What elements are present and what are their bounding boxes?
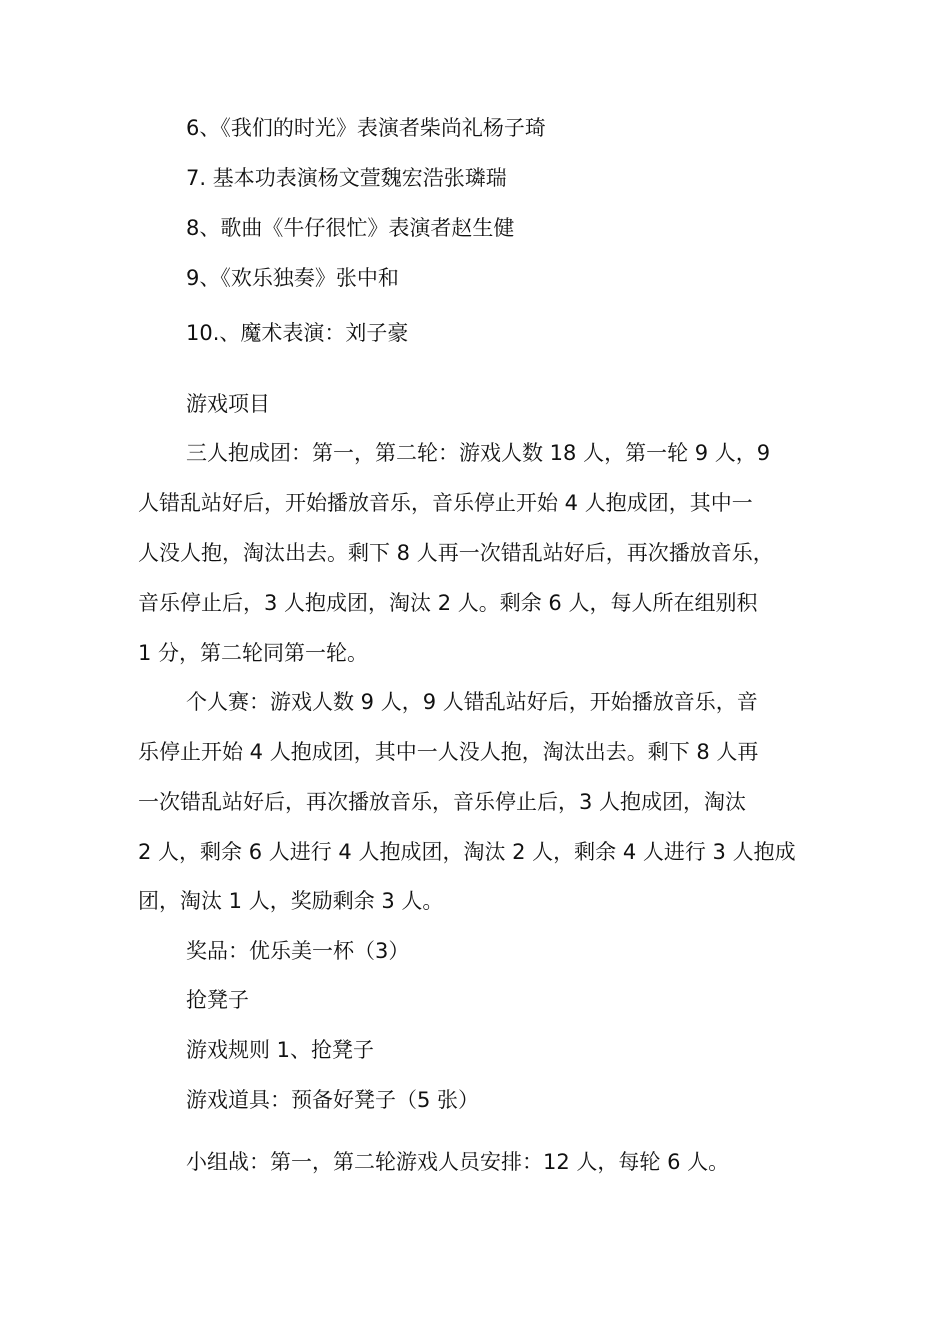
program-item-9: 9、《欢乐独奏》张中和 bbox=[186, 266, 399, 290]
program-item-8: 8、歌曲《牛仔很忙》表演者赵生健 bbox=[186, 216, 515, 240]
musical-chairs-title: 抢凳子 bbox=[186, 988, 249, 1012]
individual-match-line-5: 团，淘汰 1 人，奖励剩余 3 人。 bbox=[138, 889, 444, 913]
individual-match-line-3: 一次错乱站好后，再次播放音乐，音乐停止后，3 人抱成团，淘汰 bbox=[138, 790, 747, 814]
games-heading: 游戏项目 bbox=[186, 392, 270, 416]
three-person-hug-line-1: 三人抱成团：第一，第二轮：游戏人数 18 人，第一轮 9 人，9 bbox=[186, 441, 771, 465]
team-battle-line: 小组战：第一，第二轮游戏人员安排：12 人，每轮 6 人。 bbox=[186, 1150, 730, 1174]
game-props-line: 游戏道具：预备好凳子（5 张） bbox=[186, 1088, 480, 1112]
three-person-hug-line-2: 人错乱站好后，开始播放音乐，音乐停止开始 4 人抱成团，其中一 bbox=[138, 491, 753, 515]
individual-match-line-1: 个人赛：游戏人数 9 人，9 人错乱站好后，开始播放音乐，音 bbox=[186, 690, 758, 714]
three-person-hug-line-4: 音乐停止后，3 人抱成团，淘汰 2 人。剩余 6 人，每人所在组别积 bbox=[138, 591, 758, 615]
prize-line: 奖品：优乐美一杯（3） bbox=[186, 939, 410, 963]
program-item-6: 6、《我们的时光》表演者柴尚礼杨子琦 bbox=[186, 116, 546, 140]
individual-match-line-2: 乐停止开始 4 人抱成团，其中一人没人抱，淘汰出去。剩下 8 人再 bbox=[138, 740, 759, 764]
three-person-hug-line-3: 人没人抱，淘汰出去。剩下 8 人再一次错乱站好后，再次播放音乐， bbox=[138, 541, 774, 565]
three-person-hug-line-5: 1 分，第二轮同第一轮。 bbox=[138, 641, 369, 665]
program-item-7: 7. 基本功表演杨文萱魏宏浩张璘瑞 bbox=[186, 166, 507, 190]
game-rules-line: 游戏规则 1、抢凳子 bbox=[186, 1038, 375, 1062]
program-item-10: 10.、魔术表演：刘子豪 bbox=[186, 321, 409, 345]
individual-match-line-4: 2 人，剩余 6 人进行 4 人抱成团，淘汰 2 人，剩余 4 人进行 3 人抱成 bbox=[138, 840, 796, 864]
